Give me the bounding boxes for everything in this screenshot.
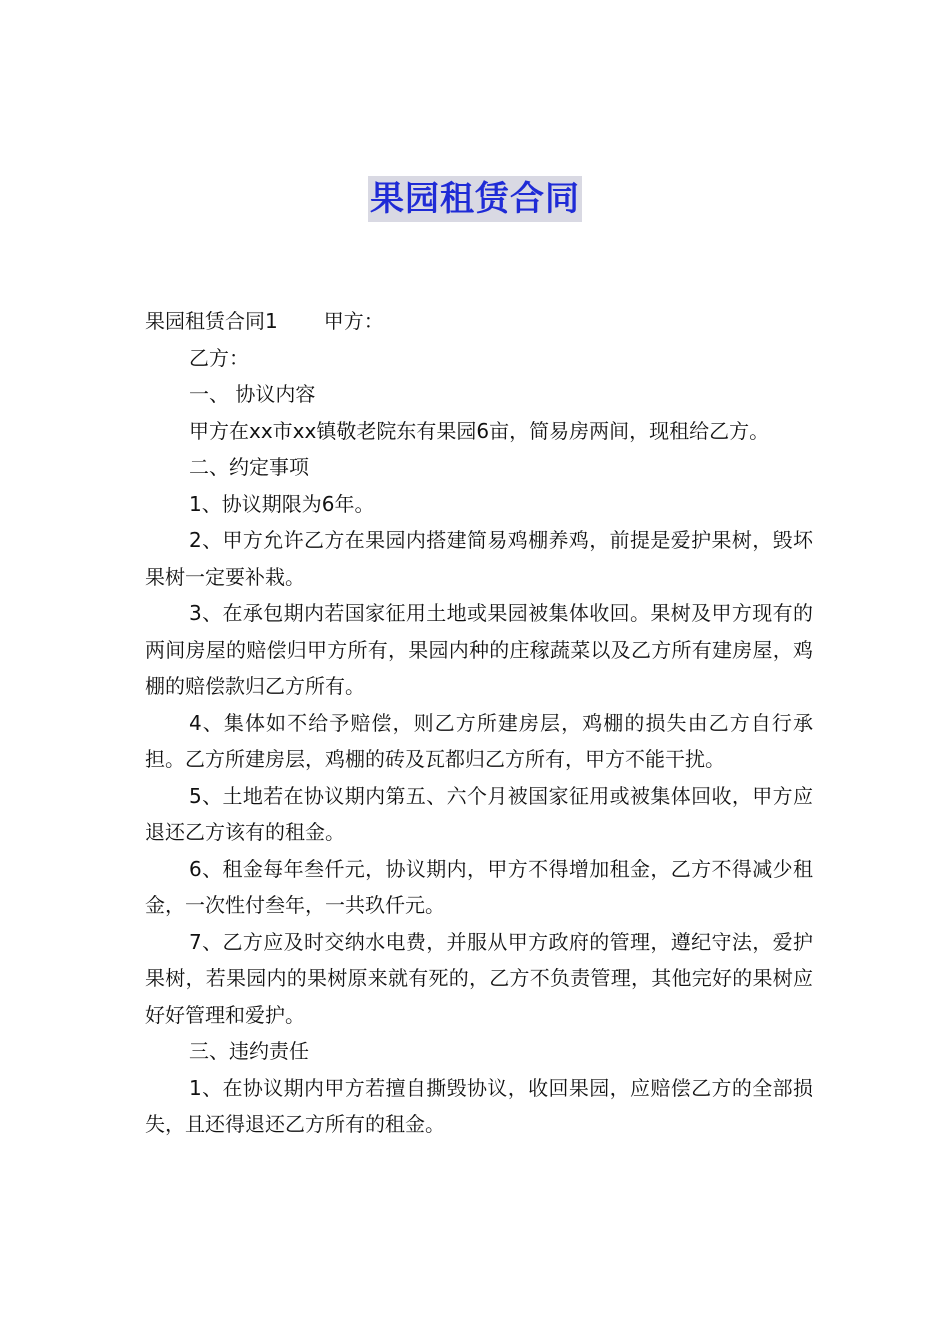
paragraph: 甲方在xx市xx镇敬老院东有果园6亩，简易房两间，现租给乙方。 — [189, 418, 770, 443]
clause-6: 6、租金每年叁仟元，协议期内，甲方不得增加租金，乙方不得减少租金，一次性付叁年，一共玖仟元。 — [145, 856, 813, 917]
clause-5: 5、土地若在协议期内第五、六个月被国家征用或被集体回收，甲方应退还乙方该有的租金。 — [145, 783, 813, 844]
contract-number: 果园租赁合同1 — [145, 309, 278, 333]
section-heading-3: 三、违约责任 — [189, 1039, 309, 1063]
party-b-line: 乙方： — [189, 345, 249, 370]
clause-1: 1、协议期限为6年。 — [189, 491, 375, 516]
clause-7: 7、乙方应及时交纳水电费，并服从甲方政府的管理，遵纪守法，爱护果树，若果园内的果树原来就有死的，乙方不负责管理，其他完好的果树应好好管理和爱护。 — [145, 929, 813, 1027]
clause-3: 3、在承包期内若国家征用土地或果园被集体收回。果树及甲方现有的两间房屋的赔偿归甲方所有，果园内种的庄稼蔬菜以及乙方所有建房屋，鸡棚的赔偿款归乙方所有。 — [145, 601, 813, 698]
document-title: 果园租赁合同 — [368, 176, 582, 222]
section-heading-2: 二、约定事项 — [189, 455, 309, 479]
intro-line — [145, 303, 813, 340]
clause-2: 2、甲方允许乙方在果园内搭建简易鸡棚养鸡，前提是爱护果树，毁坏果树一定要补栽。 — [145, 528, 813, 589]
document-body — [145, 303, 813, 1143]
clause-4: 4、集体如不给予赔偿，则乙方所建房层，鸡棚的损失由乙方自行承担。乙方所建房层，鸡棚的砖及瓦都归乙方所有，甲方不能干扰。 — [145, 710, 813, 771]
section-heading-1: 一、 协议内容 — [189, 382, 316, 406]
liability-clause-1: 1、在协议期内甲方若擅自撕毁协议，收回果园，应赔偿乙方的全部损失，且还得退还乙方所有的租金。 — [145, 1075, 813, 1136]
party-a-label: 甲方： — [323, 309, 384, 333]
title-wrap — [0, 176, 950, 222]
